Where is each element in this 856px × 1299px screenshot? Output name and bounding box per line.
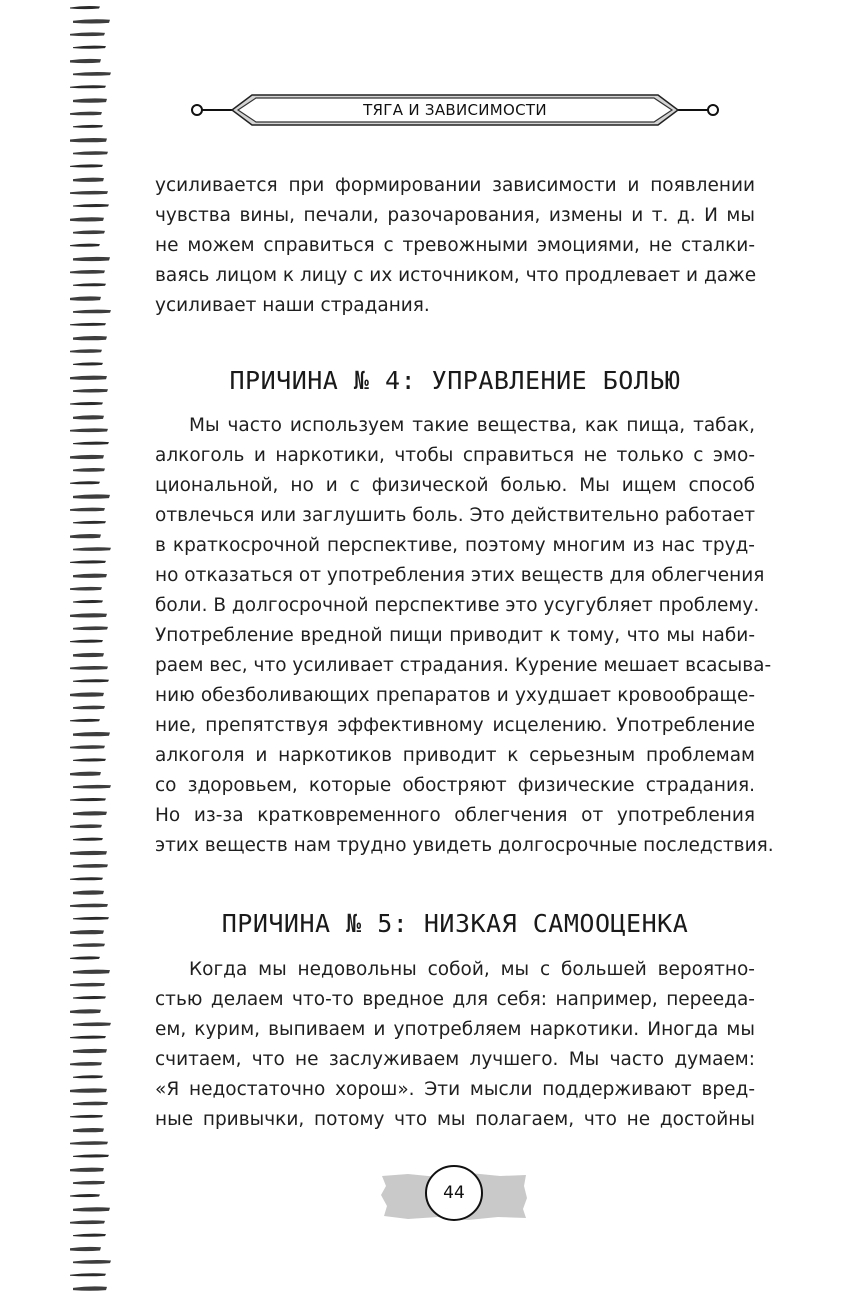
- text-line: ваясь лицом к лицу с их источником, что продлевает и даже: [155, 265, 757, 286]
- binding-mark: [73, 72, 111, 76]
- intro-paragraph: [155, 171, 755, 321]
- binding-mark: [73, 521, 106, 524]
- binding-mark: [70, 323, 106, 326]
- binding-mark: [73, 890, 104, 894]
- binding-mark: [70, 1194, 100, 1197]
- spiral-binding-edge: [0, 0, 120, 1299]
- text-line: Но из-за кратковременного облегчения от употребления: [155, 805, 755, 826]
- binding-mark: [70, 349, 102, 353]
- binding-mark: [73, 1286, 107, 1290]
- binding-mark: [70, 244, 100, 247]
- binding-mark: [73, 1102, 108, 1106]
- header-title: ТЯГА И ЗАВИСИМОСТИ: [363, 101, 547, 119]
- binding-mark: [70, 719, 100, 722]
- binding-mark: [73, 204, 109, 207]
- binding-mark: [70, 640, 103, 643]
- binding-mark: [73, 970, 110, 974]
- binding-mark: [70, 1141, 108, 1145]
- text-line: Употребление вредной пищи приводит к тому, что мы наби-: [155, 625, 755, 646]
- binding-mark: [73, 1207, 110, 1211]
- binding-mark: [73, 1075, 103, 1078]
- binding-mark: [70, 1168, 104, 1172]
- text-line: раем вес, что усиливает страдания. Курение мешает всасыва-: [155, 655, 772, 676]
- binding-mark: [70, 666, 108, 670]
- binding-mark: [73, 864, 108, 868]
- binding-mark: [70, 930, 104, 934]
- binding-mark: [70, 296, 101, 300]
- binding-mark: [70, 824, 102, 828]
- binding-mark: [70, 508, 105, 512]
- binding-mark: [70, 1115, 103, 1118]
- binding-mark: [70, 904, 108, 908]
- binding-mark: [70, 32, 105, 36]
- binding-mark: [73, 785, 111, 789]
- text-line: этих веществ нам трудно увидеть долгосрочные последствия.: [155, 835, 774, 856]
- binding-mark: [73, 494, 110, 498]
- text-line: считаем, что не заслуживаем лучшего. Мы часто думаем:: [155, 1049, 755, 1070]
- binding-mark: [70, 1009, 101, 1013]
- binding-mark: [70, 745, 105, 749]
- binding-mark: [73, 996, 106, 999]
- binding-mark: [70, 877, 103, 880]
- binding-mark: [70, 851, 107, 855]
- text-line: ем, курим, выпиваем и употребляем наркотики. Иногда мы: [155, 1019, 755, 1040]
- binding-mark: [73, 1260, 111, 1264]
- binding-mark: [70, 798, 106, 801]
- binding-mark: [73, 1022, 111, 1026]
- binding-mark: [73, 362, 103, 365]
- section-4-paragraph: [155, 411, 774, 861]
- binding-mark: [73, 178, 104, 182]
- binding-mark: [70, 613, 107, 617]
- binding-mark: [70, 1273, 106, 1276]
- binding-mark: [70, 455, 104, 459]
- binding-mark: [73, 1181, 105, 1185]
- page-number: 44: [443, 1183, 465, 1203]
- binding-mark: [70, 164, 103, 167]
- text-line: стью делаем что-то вредное для себя: например, перееда-: [155, 989, 755, 1010]
- binding-mark: [70, 1247, 101, 1251]
- binding-mark: [73, 46, 106, 49]
- binding-mark: [70, 560, 106, 563]
- binding-mark: [73, 19, 110, 23]
- section-5-paragraph: [155, 955, 755, 1135]
- text-line: нию обезболивающих препаратов и ухудшает кровообраще-: [155, 685, 755, 706]
- text-line: но отказаться от употребления этих веществ для облегчения: [155, 565, 765, 586]
- binding-mark: [73, 125, 103, 128]
- binding-mark: [70, 138, 107, 142]
- binding-mark: [73, 1128, 104, 1132]
- page-number-badge: [378, 1162, 530, 1224]
- text-line: усиливает наши страдания.: [155, 295, 430, 316]
- text-line: алкоголь и наркотики, чтобы справиться не только с эмо-: [155, 445, 755, 466]
- binding-mark: [70, 534, 101, 538]
- binding-mark: [70, 191, 108, 195]
- binding-mark: [70, 587, 102, 591]
- binding-mark: [73, 653, 104, 657]
- binding-mark: [73, 98, 107, 102]
- binding-mark: [73, 415, 104, 419]
- section-heading-4: ПРИЧИНА № 4: УПРАВЛЕНИЕ БОЛЬЮ: [229, 366, 681, 395]
- binding-mark: [73, 679, 109, 682]
- binding-mark: [73, 547, 111, 551]
- binding-mark: [73, 600, 103, 603]
- binding-mark: [70, 59, 101, 63]
- binding-mark: [70, 428, 108, 432]
- binding-mark: [73, 310, 111, 314]
- binding-mark: [73, 389, 108, 393]
- binding-mark: [70, 1036, 106, 1039]
- binding-mark: [70, 85, 106, 88]
- text-line: ние, препятствуя эффективному исцелению. Употребление: [155, 715, 755, 736]
- binding-mark: [70, 1062, 102, 1066]
- binding-mark: [70, 956, 100, 959]
- binding-mark: [73, 1049, 107, 1053]
- binding-mark: [73, 706, 105, 710]
- text-line: Когда мы недовольны собой, мы с большей вероятно-: [189, 959, 755, 980]
- binding-mark: [70, 1088, 107, 1092]
- binding-mark: [73, 257, 110, 261]
- binding-mark: [73, 230, 105, 234]
- binding-mark: [73, 758, 106, 761]
- text-line: в краткосрочной перспективе, поэтому многим из нас труд-: [155, 535, 755, 556]
- binding-mark: [73, 626, 108, 630]
- binding-mark: [73, 336, 107, 340]
- binding-mark: [73, 574, 107, 578]
- binding-mark: [73, 1154, 109, 1157]
- binding-mark: [70, 6, 100, 9]
- text-line: ные привычки, потому что мы полагаем, что не достойны: [155, 1109, 755, 1130]
- binding-mark: [70, 481, 100, 484]
- text-line: Мы часто используем такие вещества, как пища, табак,: [189, 415, 755, 436]
- text-line: чувства вины, печали, разочарования, измены и т. д. И мы: [155, 205, 755, 226]
- section-heading-5: ПРИЧИНА № 5: НИЗКАЯ САМООЦЕНКА: [221, 909, 689, 938]
- binding-mark: [70, 402, 103, 405]
- binding-mark: [73, 151, 108, 155]
- text-line: циональной, но и с физической болью. Мы ищем способ: [155, 475, 755, 496]
- text-line: боли. В долгосрочной перспективе это усугубляет проблему.: [155, 595, 760, 616]
- running-header: [190, 92, 720, 128]
- binding-mark: [73, 283, 106, 286]
- text-line: усиливается при формировании зависимости и появлении: [155, 175, 755, 196]
- binding-mark: [70, 270, 105, 274]
- binding-mark: [70, 1220, 105, 1224]
- text-line: алкоголя и наркотиков приводит к серьезным проблемам: [155, 745, 755, 766]
- binding-mark: [70, 772, 101, 776]
- binding-mark: [73, 838, 103, 841]
- binding-mark: [73, 468, 105, 472]
- binding-mark: [73, 811, 107, 815]
- text-line: со здоровьем, которые обостряют физические страдания.: [155, 775, 755, 796]
- text-line: «Я недостаточно хорош». Эти мысли поддерживают вред-: [155, 1079, 755, 1100]
- binding-mark: [70, 692, 104, 696]
- binding-mark: [70, 376, 107, 380]
- text-line: отвлечься или заглушить боль. Это действительно работает: [155, 505, 755, 526]
- binding-mark: [73, 943, 105, 947]
- text-line: не можем справиться с тревожными эмоциями, не сталки-: [155, 235, 755, 256]
- binding-mark: [70, 983, 105, 987]
- binding-mark: [73, 1234, 106, 1237]
- binding-mark: [70, 112, 102, 116]
- binding-mark: [73, 917, 109, 920]
- binding-mark: [70, 217, 104, 221]
- binding-mark: [73, 732, 110, 736]
- binding-mark: [73, 442, 109, 445]
